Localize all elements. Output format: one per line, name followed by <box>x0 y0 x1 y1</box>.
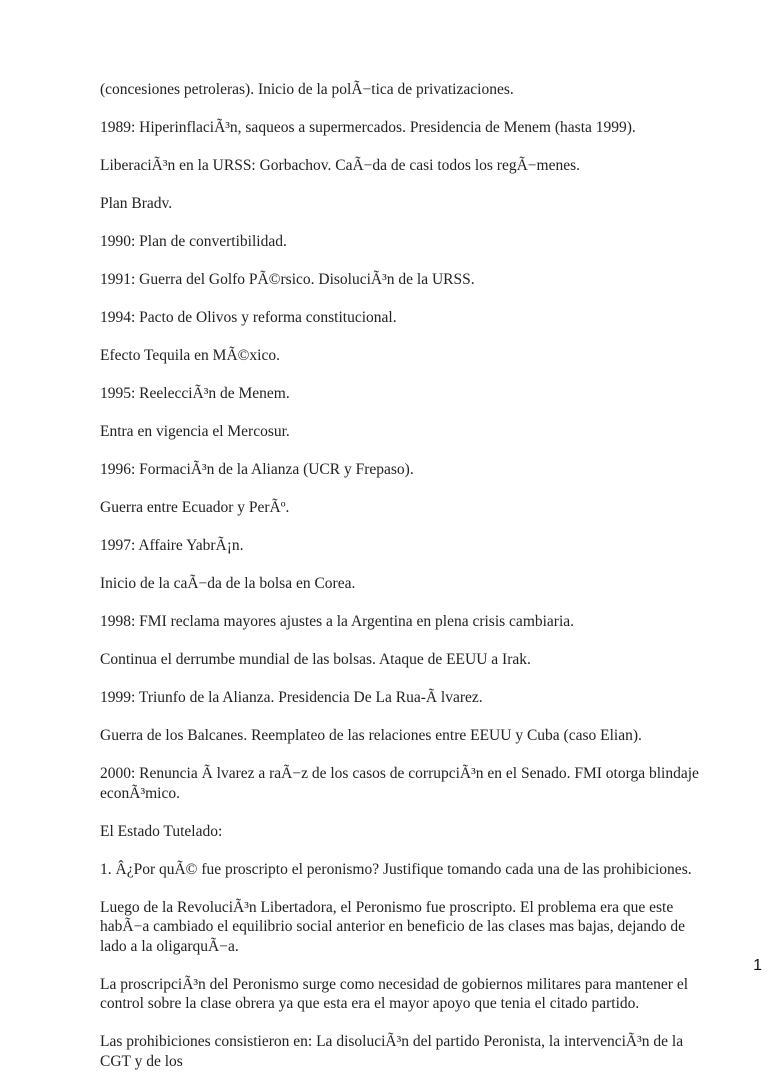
paragraph: Efecto Tequila en MÃ©xico. <box>100 347 280 364</box>
document-body <box>100 80 710 1090</box>
paragraph: Entra en vigencia el Mercosur. <box>100 423 290 440</box>
question: 1. Â¿Por quÃ© fue proscripto el peronismo? Justifique tomando cada una de las prohibiciones. <box>100 860 692 878</box>
paragraph: Continua el derrumbe mundial de las bolsas. Ataque de EEUU a Irak. <box>100 651 531 668</box>
paragraph: 1994: Pacto de Olivos y reforma constitucional. <box>100 309 397 326</box>
paragraph: 1991: Guerra del Golfo PÃ©rsico. DisoluciÃ³n de la URSS. <box>100 271 475 288</box>
paragraph: (concesiones petroleras). Inicio de la polÃ−tica de privatizaciones. <box>100 81 514 98</box>
paragraph: Plan Bradv. <box>100 195 173 212</box>
paragraph: 1995: ReelecciÃ³n de Menem. <box>100 385 290 402</box>
paragraph: Guerra entre Ecuador y PerÃº. <box>100 499 290 516</box>
section-heading: El Estado Tutelado: <box>100 822 223 840</box>
paragraph: Luego de la RevoluciÃ³n Libertadora, el Peronismo fue proscripto. El problema era que este habÃ−a cambiado el equilibrio social anterior en beneficio de las clases mas bajas, dejando de lado a la oligarquÃ−a. <box>100 898 686 955</box>
paragraph: 1998: FMI reclama mayores ajustes a la Argentina en plena crisis cambiaria. <box>100 613 575 630</box>
paragraph: Guerra de los Balcanes. Reemplateo de las relaciones entre EEUU y Cuba (caso Elian). <box>100 727 642 744</box>
paragraph: 1997: Affaire YabrÃ¡n. <box>100 537 244 554</box>
paragraph: La proscripciÃ³n del Peronismo surge como necesidad de gobiernos militares para mantener el control sobre la clase obrera ya que esta era el mayor apoyo que tenia el citado partido. <box>100 975 689 1012</box>
paragraph: Las prohibiciones consistieron en: La disoluciÃ³n del partido Peronista, la intervenciÃ³n de la CGT y de los <box>100 1033 684 1070</box>
paragraph: 1996: FormaciÃ³n de la Alianza (UCR y Frepaso). <box>100 461 414 478</box>
page-number: 1 <box>753 957 762 974</box>
paragraph: 1990: Plan de convertibilidad. <box>100 233 287 250</box>
paragraph: 1989: HiperinflaciÃ³n, saqueos a supermercados. Presidencia de Menem (hasta 1999). <box>100 119 636 136</box>
paragraph: Inicio de la caÃ−da de la bolsa en Corea. <box>100 575 356 592</box>
paragraph: 2000: Renuncia Ã lvarez a raÃ−z de los casos de corrupciÃ³n en el Senado. FMI otorga blindaje econÃ³mico. <box>100 765 699 802</box>
paragraph: 1999: Triunfo de la Alianza. Presidencia De La Rua-Ã lvarez. <box>100 689 483 706</box>
paragraph: LiberaciÃ³n en la URSS: Gorbachov. CaÃ−da de casi todos los regÃ−menes. <box>100 157 580 174</box>
